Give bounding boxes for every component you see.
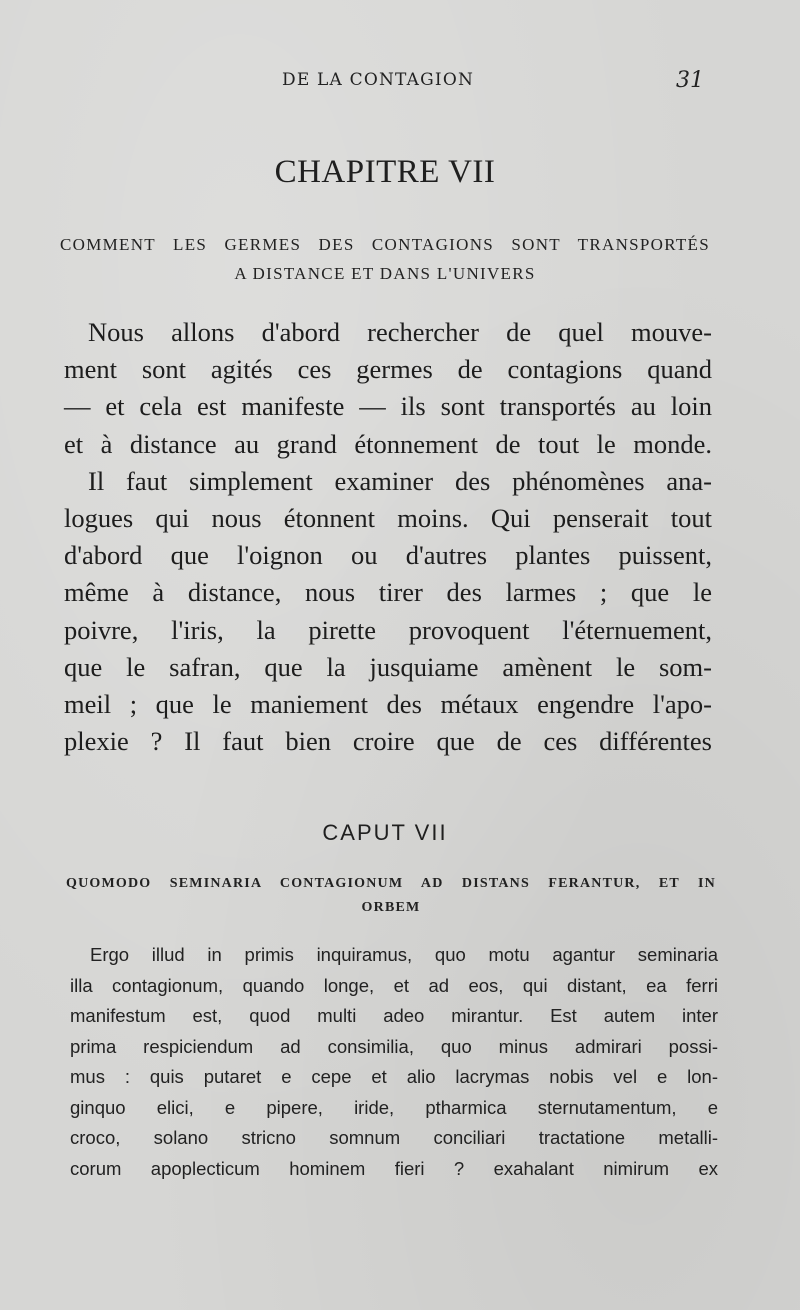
latin-line: manifestum est, quod multi adeo mirantur. Est autem inter [70,1005,718,1026]
french-line: meil ; que le maniement des métaux engendre l'apo- [64,688,712,719]
french-line: plexie ? Il faut bien croire que de ces différentes [64,726,712,757]
french-line: ment sont agités ces germes de contagions quand [64,354,712,385]
latin-line: croco, solano stricno somnum conciliari tractatione metalli- [70,1127,718,1148]
latin-line: corum apoplecticum hominem fieri ? exahalant nimirum ex [70,1157,718,1179]
running-header [0,70,800,94]
french-subtitle-line-1: COMMENT LES GERMES DES CONTAGIONS SONT TRANSPORTÉS [60,235,710,254]
french-line: logues qui nous étonnent moins. Qui penserait tout [64,502,712,533]
french-subtitle-line-2: A DISTANCE ET DANS L'UNIVERS [234,264,536,283]
french-line: poivre, l'iris, la pirette provoquent l'éternuement, [64,614,712,645]
latin-subtitle-line-2: ORBEM [361,900,421,915]
latin-line: illa contagionum, quando longe, et ad eos, qui distant, ea ferri [70,974,718,996]
latin-body-text [70,940,718,1184]
latin-subtitle-line-1: QUOMODO SEMINARIA CONTAGIONUM AD DISTANS FERANTUR, ET IN [66,876,716,891]
french-line: d'abord que l'oignon ou d'autres plantes puissent, [64,540,712,571]
latin-line: mus : quis putaret e cepe et alio lacrymas nobis vel e lon- [70,1066,718,1087]
french-body-text [64,314,712,760]
french-line: Nous allons d'abord rechercher de quel mouve- [88,317,712,347]
french-chapter-title: CHAPITRE VII [274,154,496,190]
french-line: et à distance au grand étonnement de tout le monde. [64,428,712,459]
french-line: — et cela est manifeste — ils sont transportés au loin [64,391,712,422]
french-line: même à distance, nous tirer des larmes ; que le [64,577,712,608]
latin-line: ginquo elici, e pipere, iride, ptharmica sternutamentum, e [70,1096,718,1118]
french-line: Il faut simplement examiner des phénomènes ana- [88,465,712,496]
latin-chapter-title: CAPUT VII [322,820,448,845]
french-chapter-subtitle [60,230,710,288]
french-line: que le safran, que la jusquiame amènent le som- [64,651,712,682]
running-title: DE LA CONTAGION [282,70,475,90]
latin-line: prima respiciendum ad consimilia, quo minus admirari possi- [70,1035,718,1057]
latin-line: Ergo illud in primis inquiramus, quo motu agantur seminaria [90,944,718,965]
latin-chapter-subtitle [66,872,716,920]
page-number: 31 [676,68,704,93]
